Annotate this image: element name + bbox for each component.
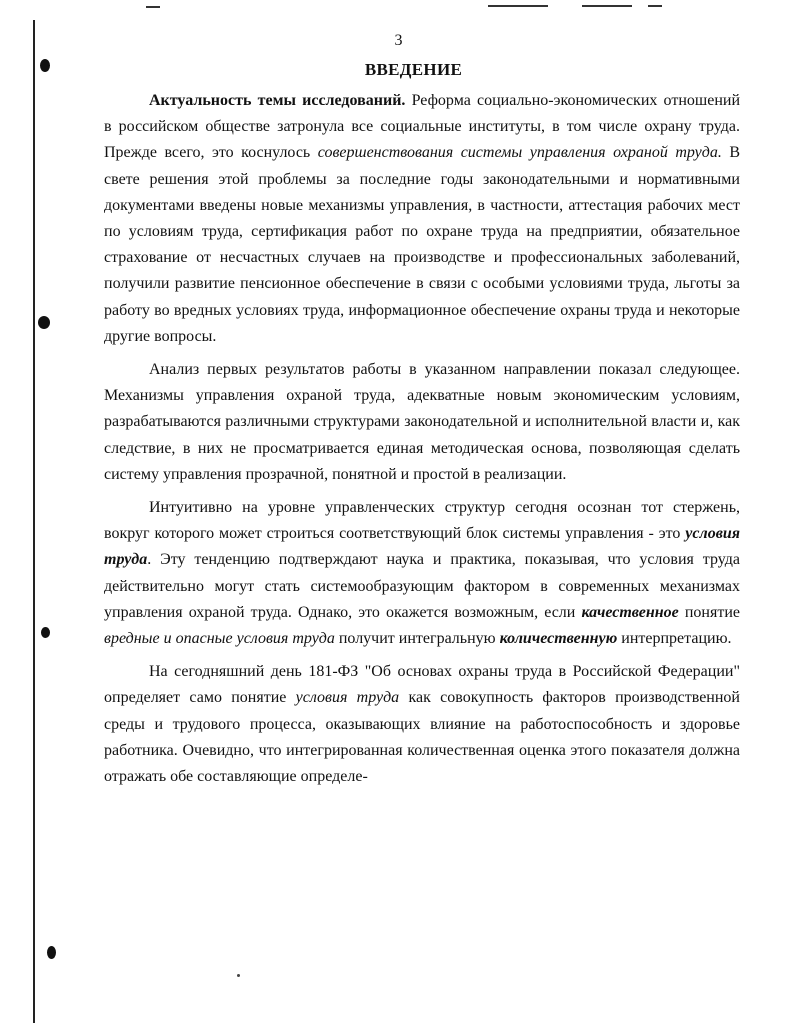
body-text xyxy=(104,88,740,790)
scan-dot xyxy=(237,974,240,977)
text-run: получит интегральную xyxy=(334,630,500,648)
text-run: как совокупность факторов производственной среды и трудового процесса, оказывающих влияние на работоспособность и здоровье работника. Очевидно, что интегрированная количественная оценка этого показателя должна отражать обе составляющие определе- xyxy=(104,689,740,786)
text-run: интерпретацию. xyxy=(617,630,732,648)
punch-hole xyxy=(41,627,50,638)
scan-mark xyxy=(146,6,160,8)
scan-mark xyxy=(648,5,662,7)
lead-term: Актуальность темы исследований. xyxy=(149,92,406,109)
text-run: В свете решения этой проблемы за последние годы законодательными и нормативными документами введены новые механизмы управления, в частности, аттестация рабочих мест по условиям труда, сертификация работ по охране труда на предприятии, обязательное страхование от несчастных случаев на производстве и профессиональных заболеваний, получили развитие пенсионное обеспечение в связи с особыми условиями труда, льготы за работу во вредных условиях труда, информационное обеспечение охраны труда и некоторые другие вопросы. xyxy=(104,144,740,345)
paragraph-intuition xyxy=(104,495,740,652)
left-margin-line xyxy=(33,20,35,1023)
italic-term: условия труда xyxy=(295,689,400,707)
text-run: понятие xyxy=(678,603,740,621)
scan-mark xyxy=(488,5,548,7)
paragraph-analysis: Анализ первых результатов работы в указанном направлении показал следующее. Механизмы управления охраной труда, адекватные новым экономическим условиям, разрабатываются различными структурами законодательной и исполнительной власти и, как следствие, в них не просматривается единая методическая основа, позволяющая сделать систему управления прозрачной, понятной и простой в реализации. xyxy=(104,361,740,483)
text-run: . Эту тенденцию подтверждают наука и практика, показывая, что условия труда действительно могут стать системообразующим фактором в современных механизмах управления охраной труда. Однако, это окажется возможным, если xyxy=(104,551,740,621)
emphasis-term: качественное xyxy=(581,603,679,621)
punch-hole xyxy=(38,316,50,329)
scan-mark xyxy=(582,5,632,7)
text-run: На сегодняшний день 181-ФЗ "Об основах охраны труда в Российской Федерации" определяет само понятие xyxy=(104,663,740,707)
emphasis-term: количественную xyxy=(499,630,618,648)
text-run: Реформа социально-экономических отношений в российском обществе затронула все социальные институты, в том числе охрану труда. Прежде всего, это коснулось xyxy=(104,92,740,162)
section-heading: ВВЕДЕНИЕ xyxy=(364,60,463,79)
text-run: Интуитивно на уровне управленческих структур сегодня осознан тот стержень, вокруг которого может строиться соответствующий блок системы управления - это xyxy=(104,499,740,543)
page-number: 3 xyxy=(394,32,403,49)
punch-hole xyxy=(47,946,56,959)
italic-term: вредные и опасные условия труда xyxy=(104,630,335,648)
paragraph-law xyxy=(104,659,740,790)
paragraph-relevance xyxy=(104,88,740,350)
emphasis-term: условия труда xyxy=(104,525,740,569)
italic-term: совершенствования системы управления охраной труда. xyxy=(317,144,722,162)
